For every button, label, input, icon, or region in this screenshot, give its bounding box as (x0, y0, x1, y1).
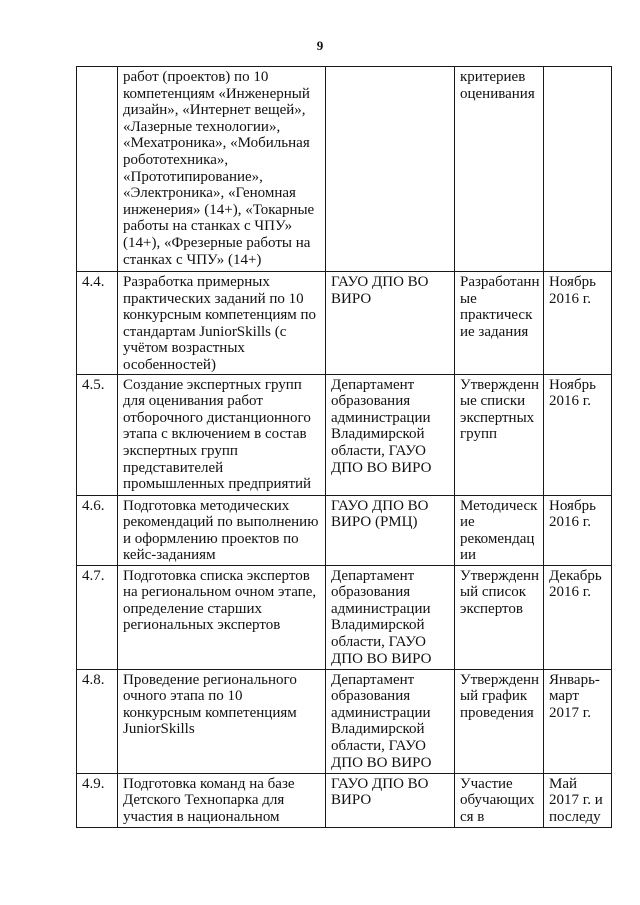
row-number: 4.5. (77, 374, 118, 495)
expected-result: критериев оценивания (455, 67, 544, 272)
deadline: Ноябрь 2016 г. (544, 272, 612, 375)
table-row (77, 773, 612, 827)
responsible: Департамент образования администрации Владимирской области, ГАУО ДПО ВО ВИРО (326, 565, 455, 669)
table-row (77, 272, 612, 375)
table-row (77, 374, 612, 495)
table-row (77, 565, 612, 669)
task-description: Подготовка методических рекомендаций по выполнению и оформлению проектов по кейс-заданиям (118, 495, 326, 565)
responsible (326, 67, 455, 272)
deadline (544, 67, 612, 272)
expected-result: Утвержденн ый график проведения (455, 669, 544, 773)
task-description: работ (проектов) по 10 компетенциям «Инженерный дизайн», «Интернет вещей», «Лазерные технологии», «Мехатроника», «Мобильная робототехника», «Прототипирование», «Электроника», «Геномная инженерия» (14+), «Токарные работы на станках с ЧПУ» (14+), «Фрезерные работы на станках с ЧПУ» (14+) (118, 67, 326, 272)
expected-result: Участие обучающих ся в (455, 773, 544, 827)
expected-result: Утвержденн ые списки экспертных групп (455, 374, 544, 495)
expected-result: Разработанн ые практическ ие задания (455, 272, 544, 375)
row-number: 4.7. (77, 565, 118, 669)
task-description: Подготовка команд на базе Детского Технопарка для участия в национальном (118, 773, 326, 827)
row-number: 4.8. (77, 669, 118, 773)
deadline: Ноябрь 2016 г. (544, 495, 612, 565)
row-number: 4.9. (77, 773, 118, 827)
deadline: Январь- март 2017 г. (544, 669, 612, 773)
row-number: 4.6. (77, 495, 118, 565)
row-number (77, 67, 118, 272)
responsible: Департамент образования администрации Владимирской области, ГАУО ДПО ВО ВИРО (326, 669, 455, 773)
task-description: Разработка примерных практических заданий по 10 конкурсным компетенциям по стандартам JuniorSkills (с учётом возрастных особенностей) (118, 272, 326, 375)
table-row (77, 495, 612, 565)
deadline: Декабрь 2016 г. (544, 565, 612, 669)
row-number: 4.4. (77, 272, 118, 375)
responsible: ГАУО ДПО ВО ВИРО (326, 272, 455, 375)
task-description: Подготовка списка экспертов на региональном очном этапе, определение старших региональных экспертов (118, 565, 326, 669)
plan-table (76, 66, 612, 828)
deadline: Ноябрь 2016 г. (544, 374, 612, 495)
expected-result: Утвержденн ый список экспертов (455, 565, 544, 669)
responsible: ГАУО ДПО ВО ВИРО (326, 773, 455, 827)
expected-result: Методическ ие рекомендац ии (455, 495, 544, 565)
responsible: Департамент образования администрации Владимирской области, ГАУО ДПО ВО ВИРО (326, 374, 455, 495)
page-number: 9 (316, 38, 324, 53)
deadline: Май 2017 г. и последу (544, 773, 612, 827)
responsible: ГАУО ДПО ВО ВИРО (РМЦ) (326, 495, 455, 565)
table-row (77, 669, 612, 773)
table-row (77, 67, 612, 272)
task-description: Проведение регионального очного этапа по 10 конкурсным компетенциям JuniorSkills (118, 669, 326, 773)
task-description: Создание экспертных групп для оценивания работ отборочного дистанционного этапа с включением в состав экспертных групп представителей промышленных предприятий (118, 374, 326, 495)
